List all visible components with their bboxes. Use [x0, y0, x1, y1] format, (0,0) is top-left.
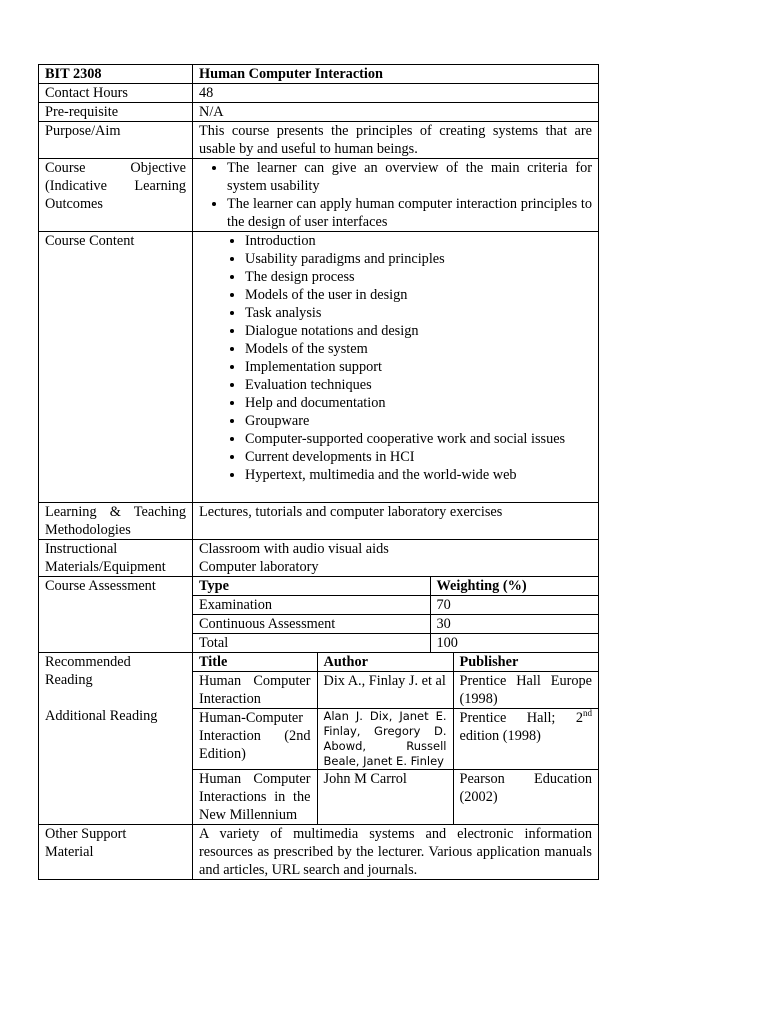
- list-item: • Evaluation techniques: [245, 376, 592, 394]
- objective-label-word: (Indicative: [45, 178, 107, 194]
- book-author: Dix A., Finlay J. et al: [317, 672, 453, 709]
- table-row: [193, 709, 598, 770]
- additional-reading-label: Additional Reading: [45, 708, 158, 724]
- list-item: • Current developments in HCI: [245, 448, 592, 466]
- book-publisher: [453, 709, 598, 770]
- objective-label-word: Outcomes: [45, 196, 103, 212]
- recommended-reading-label: [45, 653, 186, 689]
- table-row: [193, 615, 598, 634]
- course-table: [38, 64, 599, 880]
- contact-hours-value: 48: [193, 84, 599, 103]
- table-row: [193, 653, 598, 672]
- list-item: • Models of the system: [245, 340, 592, 358]
- assessment-table: [193, 577, 598, 652]
- course-outline: [38, 64, 599, 880]
- table-row: [193, 634, 598, 653]
- assessment-type: Total: [193, 634, 430, 653]
- materials-value: [193, 540, 599, 577]
- assessment-label: Course Assessment: [39, 577, 193, 653]
- reading-header-publisher: Publisher: [453, 653, 598, 672]
- reading-table: [193, 653, 598, 824]
- publisher-text: Prentice Hall; 2: [459, 710, 583, 726]
- objective-label: [39, 159, 193, 232]
- materials-label: [39, 540, 193, 577]
- list-item: • Models of the user in design: [245, 286, 592, 304]
- reading-value: [193, 653, 599, 825]
- table-row: [193, 770, 598, 825]
- materials-row: [39, 540, 599, 577]
- recommended-label-line: Reading: [45, 672, 93, 688]
- course-title: Human Computer Interaction: [193, 65, 599, 84]
- book-title: Human Computer Interactions in the New Millennium: [193, 770, 317, 825]
- purpose-value: This course presents the principles of creating systems that are usable by and useful to human beings.: [193, 122, 599, 159]
- list-item: • Task analysis: [245, 304, 592, 322]
- methodologies-row: [39, 503, 599, 540]
- list-item: • Computer-supported cooperative work and social issues: [245, 430, 592, 448]
- reading-header-author: Author: [317, 653, 453, 672]
- content-list: [199, 232, 592, 484]
- materials-value-line: Computer laboratory: [199, 559, 319, 575]
- prerequisite-value: N/A: [193, 103, 599, 122]
- table-row: [193, 672, 598, 709]
- header-row: [39, 65, 599, 84]
- support-label-line: Other Support: [45, 826, 127, 842]
- content-value: [193, 232, 599, 503]
- list-item: • Usability paradigms and principles: [245, 250, 592, 268]
- objective-label-word: Course: [45, 160, 86, 176]
- assessment-row: [39, 577, 599, 653]
- objective-label-word: Objective: [130, 160, 186, 176]
- assessment-header-type: Type: [193, 577, 430, 596]
- content-label: Course Content: [39, 232, 193, 503]
- methodologies-label: [39, 503, 193, 540]
- support-row: [39, 825, 599, 880]
- list-item: • Dialogue notations and design: [245, 322, 592, 340]
- contact-hours-row: [39, 84, 599, 103]
- assessment-type: Continuous Assessment: [193, 615, 430, 634]
- materials-label-line: Materials/Equipment: [45, 559, 166, 575]
- assessment-weighting: 100: [430, 634, 598, 653]
- assessment-type: Examination: [193, 596, 430, 615]
- list-item: • Implementation support: [245, 358, 592, 376]
- purpose-row: [39, 122, 599, 159]
- content-spacer: [199, 484, 592, 502]
- list-item: • The design process: [245, 268, 592, 286]
- reading-header-title: Title: [193, 653, 317, 672]
- methodologies-value: Lectures, tutorials and computer laboratory exercises: [193, 503, 599, 540]
- assessment-header-weighting: Weighting (%): [430, 577, 598, 596]
- materials-label-line: Instructional: [45, 541, 118, 557]
- contact-hours-label: Contact Hours: [39, 84, 193, 103]
- support-value: A variety of multimedia systems and electronic information resources as prescribed by the lecturer. Various application manuals and articles, URL search and journals.: [193, 825, 599, 880]
- support-label-line: Material: [45, 844, 94, 860]
- list-item: • Help and documentation: [245, 394, 592, 412]
- book-author: John M Carrol: [317, 770, 453, 825]
- content-row: [39, 232, 599, 503]
- materials-value-line: Classroom with audio visual aids: [199, 541, 389, 557]
- assessment-weighting: 70: [430, 596, 598, 615]
- list-item: • Hypertext, multimedia and the world-wide web: [245, 466, 592, 484]
- book-author: Alan J. Dix, Janet E. Finlay, Gregory D. Abowd, Russell Beale, Janet E. Finley: [317, 709, 453, 770]
- purpose-label: Purpose/Aim: [39, 122, 193, 159]
- prerequisite-row: [39, 103, 599, 122]
- recommended-label-line: Recommended: [45, 654, 131, 670]
- objective-row: [39, 159, 599, 232]
- list-item: • Introduction: [245, 232, 592, 250]
- publisher-superscript: nd: [583, 708, 592, 719]
- prerequisite-label: Pre-requisite: [39, 103, 193, 122]
- reading-label: [39, 653, 193, 825]
- list-item: • The learner can apply human computer interaction principles to the design of user interfaces: [227, 195, 592, 231]
- methodologies-label-line: Methodologies: [45, 522, 131, 538]
- publisher-text: edition (1998): [459, 728, 541, 744]
- table-row: [193, 577, 598, 596]
- book-publisher: Pearson Education (2002): [453, 770, 598, 825]
- objective-list: [199, 159, 592, 231]
- table-row: [193, 596, 598, 615]
- objective-value: [193, 159, 599, 232]
- reading-row: [39, 653, 599, 825]
- support-label: [39, 825, 193, 880]
- course-code: BIT 2308: [39, 65, 193, 84]
- assessment-weighting: 30: [430, 615, 598, 634]
- book-title: Human-Computer Interaction (2nd Edition): [193, 709, 317, 770]
- book-title: Human Computer Interaction: [193, 672, 317, 709]
- list-item: • Groupware: [245, 412, 592, 430]
- label-gap: [45, 689, 186, 707]
- objective-label-word: Learning: [134, 178, 186, 194]
- methodologies-label-line: Learning & Teaching: [45, 504, 186, 520]
- list-item: • The learner can give an overview of the main criteria for system usability: [227, 159, 592, 195]
- assessment-value: [193, 577, 599, 653]
- book-publisher: Prentice Hall Europe (1998): [453, 672, 598, 709]
